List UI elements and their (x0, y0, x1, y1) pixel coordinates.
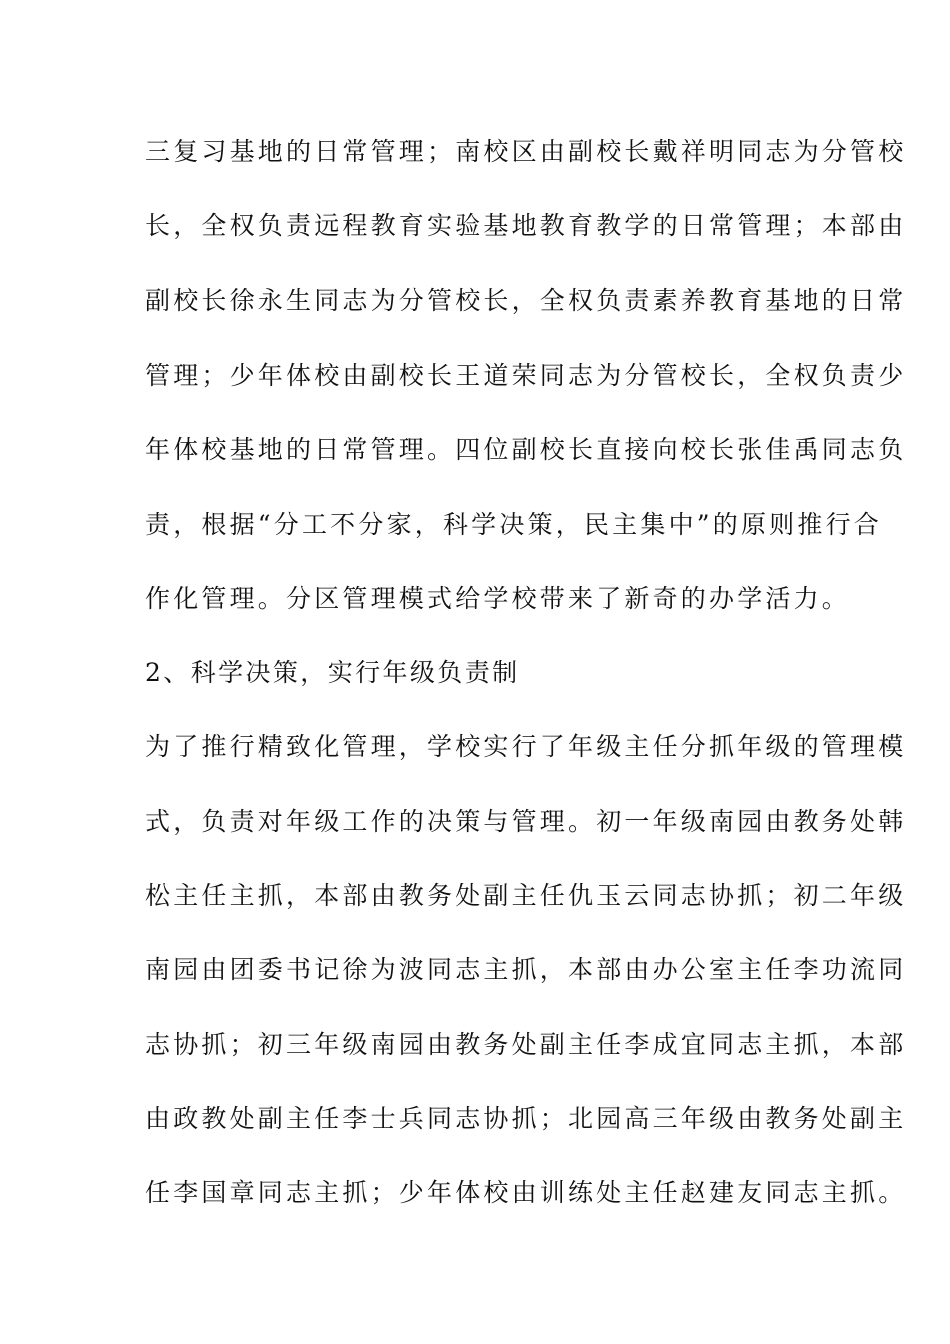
paragraph-line: 长，全权负责远程教育实验基地教育教学的日常管理；本部由 (145, 211, 907, 240)
paragraph-line: 副校长徐永生同志为分管校长，全权负责素养教育基地的日常 (145, 286, 907, 315)
paragraph-line: 管理；少年体校由副校长王道荣同志为分管校长，全权负责少 (145, 361, 907, 390)
paragraph-line: 为了推行精致化管理，学校实行了年级主任分抓年级的管理模 (145, 732, 907, 761)
paragraph-line: 志协抓；初三年级南园由教务处副主任李成宜同志主抓，本部 (145, 1030, 907, 1059)
paragraph-line: 三复习基地的日常管理；南校区由副校长戴祥明同志为分管校 (145, 137, 907, 166)
paragraph-line: 式，负责对年级工作的决策与管理。初一年级南园由教务处韩 (145, 807, 907, 836)
paragraph-line: 责，根据“分工不分家，科学决策，民主集中”的原则推行合 (145, 510, 882, 539)
paragraph-line: 松主任主抓，本部由教务处副主任仇玉云同志协抓；初二年级 (145, 881, 907, 910)
paragraph-line: 由政教处副主任李士兵同志协抓；北园高三年级由教务处副主 (145, 1104, 907, 1133)
section-heading: 2、科学决策，实行年级负责制 (145, 658, 520, 687)
paragraph-line: 年体校基地的日常管理。四位副校长直接向校长张佳禹同志负 (145, 435, 907, 464)
paragraph-line: 作化管理。分区管理模式给学校带来了新奇的办学活力。 (145, 584, 851, 613)
paragraph-line: 南园由团委书记徐为波同志主抓，本部由办公室主任李功流同 (145, 955, 907, 984)
paragraph-line: 任李国章同志主抓；少年体校由训练处主任赵建友同志主抓。 (145, 1178, 907, 1207)
